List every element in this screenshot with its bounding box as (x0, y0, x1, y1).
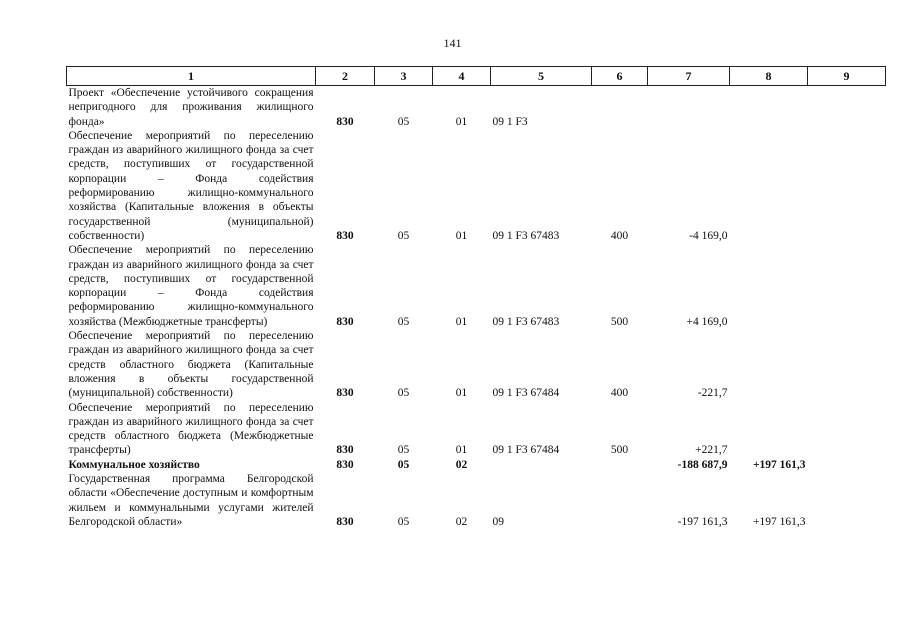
row-section-code: 05 (397, 387, 410, 400)
row-amount-change-1 (648, 86, 730, 129)
row-amount-change-2 (730, 401, 808, 458)
table-row (67, 458, 886, 472)
row-ministry-code: 830 (336, 229, 354, 242)
row-section-code: 05 (397, 458, 410, 471)
row-expense-type: 400 (610, 387, 629, 400)
header-row (67, 67, 886, 86)
header-cell: 4 (433, 67, 491, 86)
row-amount-change-1: -188 687,9 (677, 458, 728, 471)
header-cell: 3 (375, 67, 433, 86)
table-row (67, 129, 886, 243)
row-amount-change-3 (808, 243, 886, 329)
row-subsection-code: 01 (455, 387, 468, 400)
row-ministry-code: 830 (336, 387, 354, 400)
row-description: Коммунальное хозяйство (68, 458, 200, 471)
row-description: Государственная программа Белгородской области «Обеспечение доступным и комфортным жильем и коммунальными услугами жителей Белгородской области» (68, 473, 314, 528)
row-amount-change-3 (808, 86, 886, 129)
row-expense-type: 400 (610, 229, 629, 242)
row-amount-change-1: -221,7 (697, 387, 728, 400)
row-description: Проект «Обеспечение устойчивого сокращения непригодного для проживания жилищного фонда» (68, 87, 314, 128)
row-expense-type (592, 86, 648, 129)
row-ministry-code: 830 (336, 515, 354, 528)
budget-table (66, 66, 886, 529)
table-row (67, 243, 886, 329)
row-amount-change-3 (808, 329, 886, 400)
header-cell: 8 (730, 67, 808, 86)
row-description: Обеспечение мероприятий по переселению граждан из аварийного жилищного фонда за счет средств областного бюджета (Межбюджетные трансферты) (68, 401, 314, 457)
row-ministry-code: 830 (336, 444, 354, 457)
row-amount-change-2: +197 161,3 (752, 458, 806, 471)
row-ministry-code: 830 (336, 115, 354, 128)
table-row (67, 401, 886, 458)
row-amount-change-1: -197 161,3 (677, 515, 728, 528)
table-body (67, 86, 886, 530)
row-expense-type: 500 (610, 315, 629, 328)
row-target-article: 09 1 F3 67484 (492, 444, 560, 457)
row-subsection-code: 02 (455, 515, 468, 528)
row-subsection-code: 01 (455, 444, 468, 457)
row-expense-type: 500 (610, 444, 629, 457)
row-subsection-code: 01 (455, 229, 468, 242)
header-cell: 5 (491, 67, 592, 86)
row-ministry-code: 830 (336, 458, 354, 471)
row-amount-change-2 (730, 86, 808, 129)
row-ministry-code: 830 (336, 315, 354, 328)
row-amount-change-3 (808, 458, 886, 472)
row-section-code: 05 (397, 444, 410, 457)
row-amount-change-3 (808, 472, 886, 529)
row-amount-change-2 (730, 129, 808, 243)
row-target-article: 09 1 F3 67483 (492, 229, 560, 242)
row-amount-change-2: +197 161,3 (753, 515, 806, 528)
row-target-article (491, 458, 592, 472)
row-target-article: 09 (492, 515, 504, 528)
header-cell: 7 (648, 67, 730, 86)
row-subsection-code: 02 (455, 458, 468, 471)
page-number: 141 (443, 36, 462, 50)
header-cell: 2 (316, 67, 375, 86)
row-description: Обеспечение мероприятий по переселению граждан из аварийного жилищного фонда за счет средств, поступивших от государственной корпорации – Фонда содействия реформированию жилищно-коммунального хозяйства (Межбюджетные трансферты) (68, 244, 314, 328)
row-section-code: 05 (397, 315, 410, 328)
row-amount-change-2 (730, 243, 808, 329)
table-row (67, 472, 886, 529)
row-section-code: 05 (397, 515, 410, 528)
row-target-article: 09 1 F3 67483 (492, 315, 560, 328)
row-target-article: 09 1 F3 (492, 115, 528, 128)
header-cell: 9 (808, 67, 886, 86)
row-amount-change-3 (808, 401, 886, 458)
row-expense-type (592, 458, 648, 472)
row-amount-change-1: -4 169,0 (689, 229, 728, 242)
row-section-code: 05 (397, 115, 410, 128)
row-amount-change-1: +221,7 (695, 444, 728, 457)
row-subsection-code: 01 (455, 115, 468, 128)
table-row (67, 329, 886, 400)
row-section-code: 05 (397, 229, 410, 242)
header-cell: 1 (67, 67, 316, 86)
row-subsection-code: 01 (455, 315, 468, 328)
row-expense-type (592, 472, 648, 529)
row-description: Обеспечение мероприятий по переселению граждан из аварийного жилищного фонда за счет средств, поступивших от государственной корпорации – Фонда содействия реформированию жилищно-коммунального хозяйства (Капитальные вложения в объекты государственной (муниципальной) собственности) (68, 129, 314, 242)
row-target-article: 09 1 F3 67484 (492, 387, 560, 400)
row-amount-change-2 (730, 329, 808, 400)
row-description: Обеспечение мероприятий по переселению граждан из аварийного жилищного фонда за счет средств областного бюджета (Капитальные вложения в объекты государственной (муниципальной) собственности) (68, 330, 314, 400)
table-row (67, 86, 886, 129)
header-cell: 6 (592, 67, 648, 86)
row-amount-change-1: +4 169,0 (686, 315, 728, 328)
row-amount-change-3 (808, 129, 886, 243)
